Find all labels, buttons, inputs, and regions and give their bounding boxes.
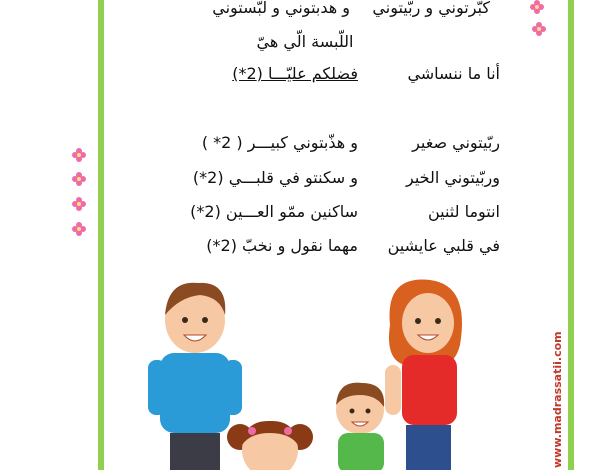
verse-right: في قلبي عايشين (387, 236, 500, 255)
verse-left: و هدبتوني و لبّستوني (212, 0, 350, 17)
poem-line-6 (110, 200, 500, 224)
family-illustration (140, 275, 470, 470)
poem-line-4 (110, 131, 500, 155)
svg-text:www.madrassatii.com: www.madrassatii.com (551, 331, 564, 468)
verse-left: مهما نقول و نخبّ (2*) (206, 236, 358, 255)
boy-figure (336, 383, 384, 470)
watermark (548, 330, 566, 470)
poem-line-2 (110, 30, 500, 54)
poem-line-7 (110, 234, 500, 258)
poem-line-3 (110, 62, 500, 86)
page-border-left (98, 0, 104, 470)
poem-line-5 (110, 166, 500, 190)
verse-left: و سكنتو في قلبـــي (2*) (192, 168, 358, 187)
flower-icon (530, 0, 544, 14)
verse-center: اللّبسة الّي هيّ (256, 32, 354, 51)
verse-right: وربّيتوني الخير (405, 168, 500, 187)
verse-right: انتوما لثنين (427, 202, 500, 221)
verse-left: فضلكم عليّـــا (2*) (232, 64, 358, 83)
flower-icon (532, 22, 546, 36)
verse-right: ربّيتوني صغير (412, 133, 500, 152)
father-figure (148, 283, 242, 470)
verse-right: أنا ما ننساشي (407, 64, 500, 83)
mother-figure (385, 280, 462, 470)
flower-icon (72, 222, 86, 236)
flower-icon (72, 148, 86, 162)
verse-right: كبّرتوني و ربّيتوني (372, 0, 490, 17)
verse-left: ساكنين ممّو العـــين (2*) (190, 202, 358, 221)
girl-figure (227, 421, 313, 470)
flower-icon (72, 172, 86, 186)
page-border-right (568, 0, 574, 470)
flower-icon (72, 197, 86, 211)
poem-line-1 (110, 0, 500, 20)
verse-left: و هذّبتوني كبيـــر ( 2* ) (201, 133, 358, 152)
